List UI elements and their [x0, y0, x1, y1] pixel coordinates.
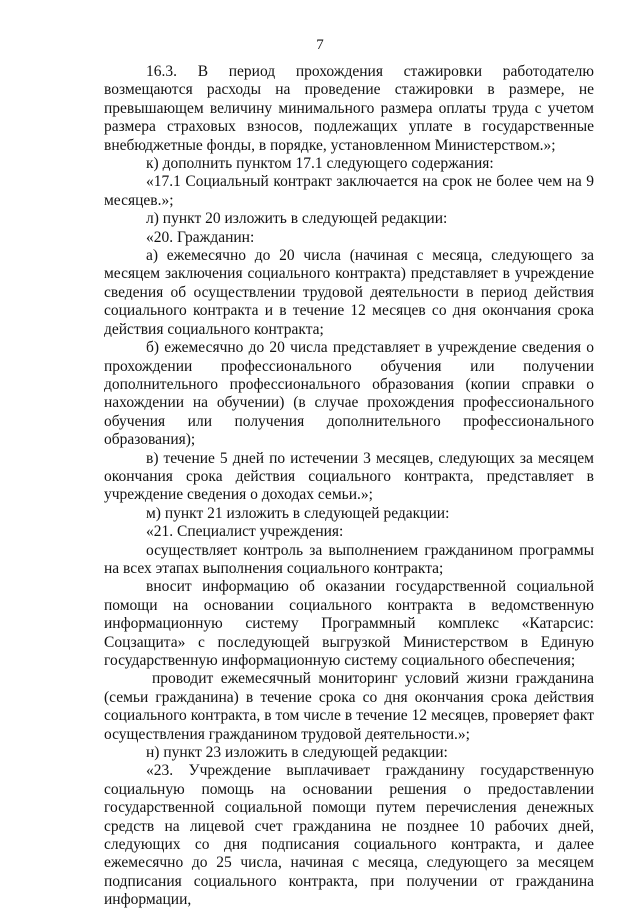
paragraph-17-1: «17.1 Социальный контракт заключается на срок не более чем на 9 месяцев.»; — [104, 173, 594, 209]
paragraph-item-l: л) пункт 20 изложить в следующей редакции: — [146, 210, 448, 228]
paragraph-16-3: 16.3. В период прохождения стажировки работодателю возмещаются расходы на проведение стажировки в размере, не превышающем величину минимального размера оплаты труда с учетом размера страховых взносов, подлежащих уплате в государственные внебюджетные фонды, в порядке, установленном Министерством.»; — [104, 63, 594, 154]
paragraph-20-b: б) ежемесячно до 20 числа представляет в учреждение сведения о прохождении профессионального обучения или получении дополнительного профессионального образования (копии справки о нахождении на обучении) (в случае прохождения профессионального обучения или получения дополнительного профессионального образования); — [104, 339, 594, 449]
paragraph-item-k: к) дополнить пунктом 17.1 следующего содержания: — [146, 155, 494, 173]
paragraph-20-v: в) течение 5 дней по истечении 3 месяцев, следующих за месяцем окончания срока действия социального контракта, представляет в учреждение сведения о доходах семьи.»; — [104, 449, 594, 504]
page-number: 7 — [316, 37, 324, 53]
document-body — [104, 63, 594, 910]
paragraph-21-info: вносит информацию об оказании государственной социальной помощи на основании социального контракта в ведомственную информационную систему Программный комплекс «Катарсис: Соцзащита» с последующей выгрузкой Министерством в Единую государственную информационную систему социального обеспечения; — [104, 578, 594, 669]
paragraph-20-a: а) ежемесячно до 20 числа (начиная с месяца, следующего за месяцем заключения социального контракта) представляет в учреждение сведения об осуществлении трудовой деятельности в период действия социального контракта и в течение 12 месяцев со дня окончания срока действия социального контракта; — [104, 247, 594, 338]
paragraph-21-control: осуществляет контроль за выполнением гражданином программы на всех этапах выполнения социального контракта; — [104, 541, 594, 577]
paragraph-21-monitoring: проводит ежемесячный мониторинг условий жизни гражданина (семьи гражданина) в течение срока со дня окончания срока действия социального контракта, в том числе в течение 12 месяцев, проверяет факт осуществления гражданином трудовой деятельности.»; — [104, 670, 594, 743]
paragraph-23: «23. Учреждение выплачивает гражданину государственную социальную помощь на основании решения о предоставлении государственной социальной помощи путем перечисления денежных средств на лицевой счет гражданина не позднее 10 рабочих дней, следующих со дня подписания социального контракта, и далее ежемесячно до 25 числа, начиная с месяца, следующего за месяцем подписания социального контракта, при получении от гражданина информации, — [104, 762, 594, 909]
paragraph-item-n: н) пункт 23 изложить в следующей редакции: — [146, 744, 448, 762]
paragraph-21-heading: «21. Специалист учреждения: — [146, 523, 344, 541]
paragraph-20-heading: «20. Гражданин: — [146, 228, 255, 246]
paragraph-item-m: м) пункт 21 изложить в следующей редакции: — [146, 504, 450, 522]
